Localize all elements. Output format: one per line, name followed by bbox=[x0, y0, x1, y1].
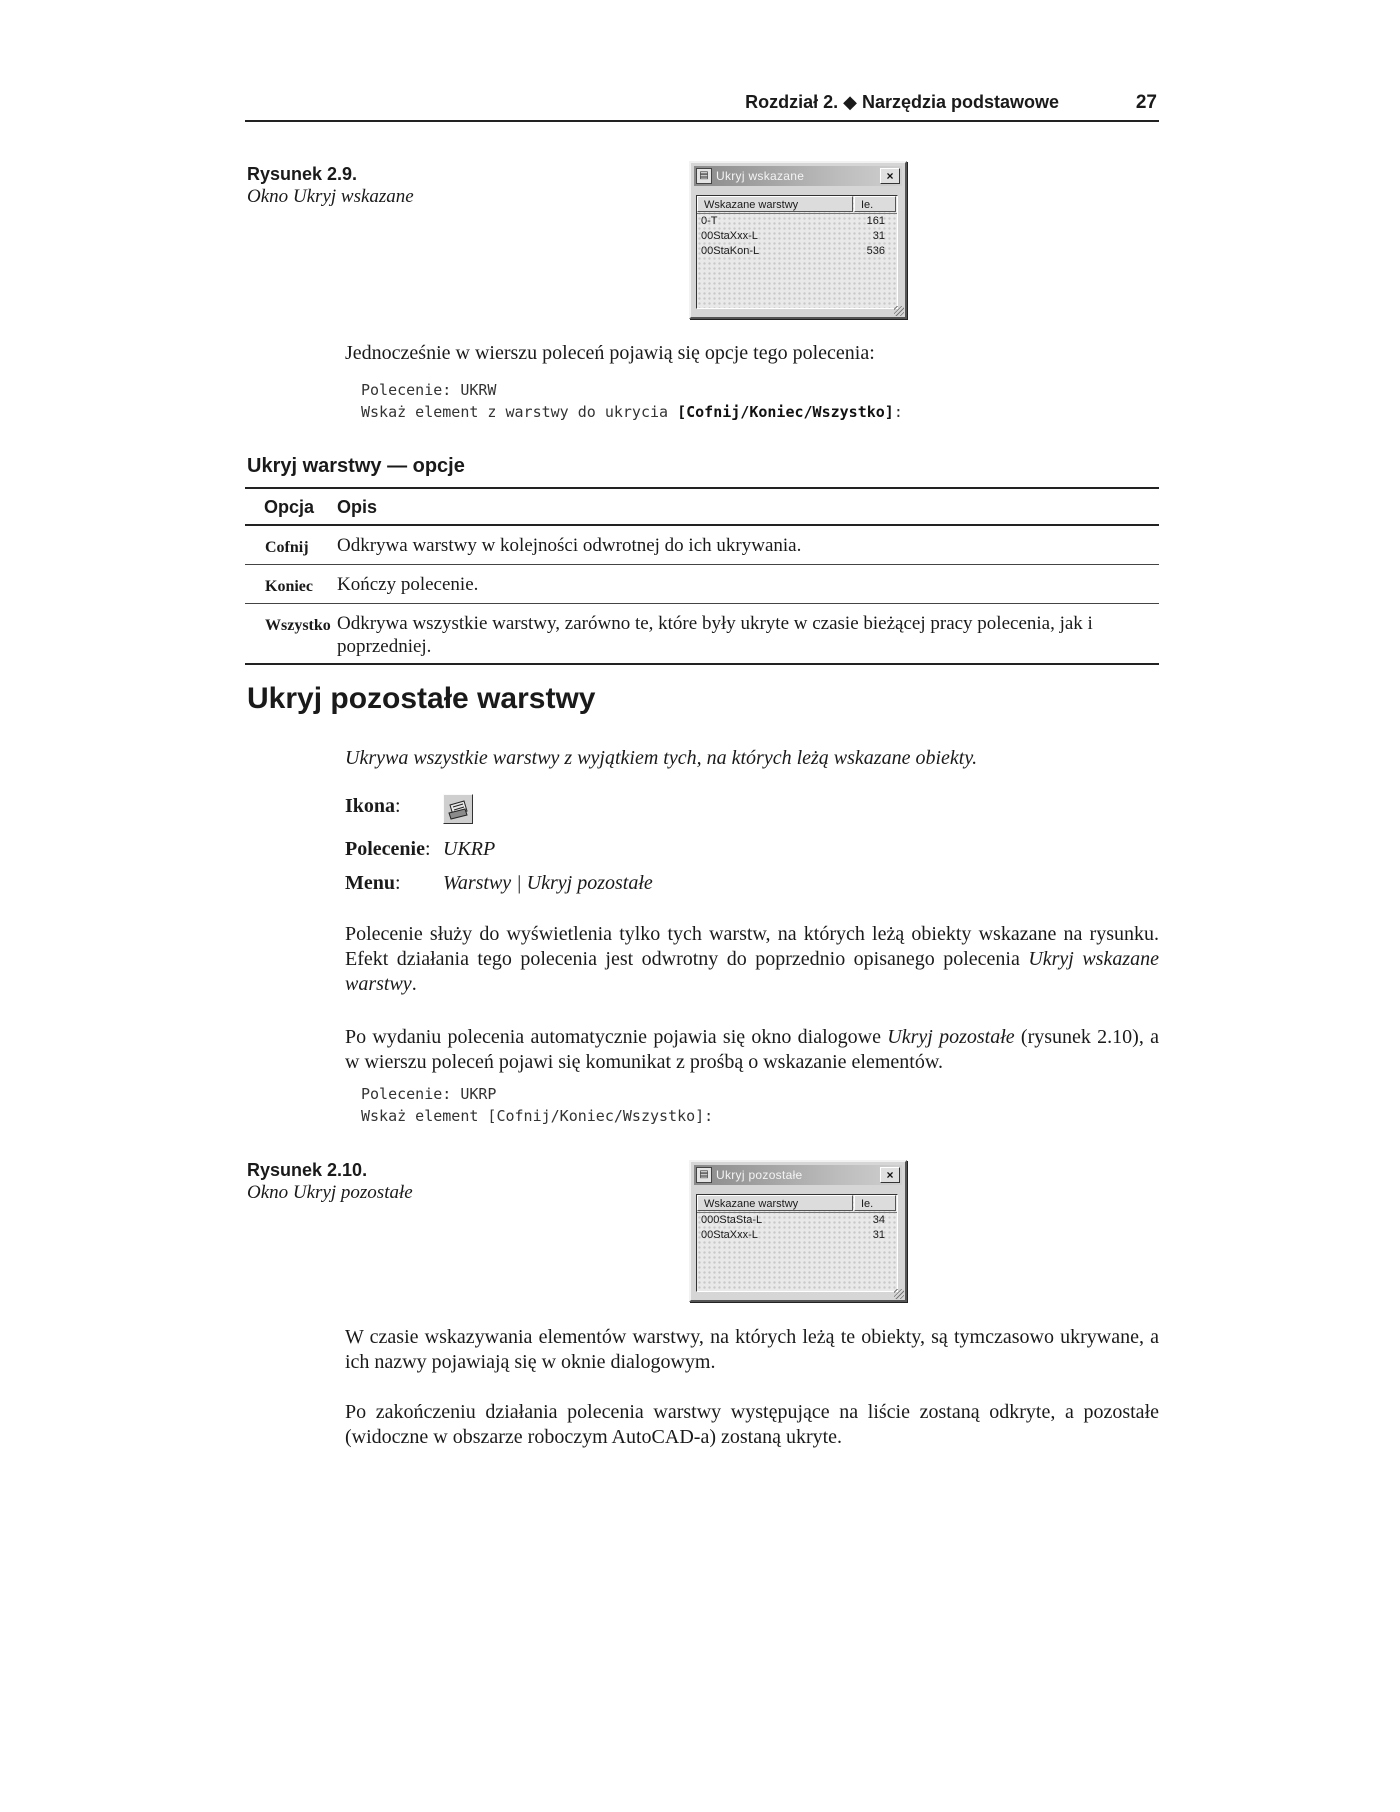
paragraph: Jednocześnie w wierszu poleceń pojawią się opcje tego polecenia: bbox=[345, 342, 875, 364]
layer-count: 31 bbox=[872, 230, 885, 242]
code-line-prefix: Wskaż element z warstwy do ukrycia bbox=[361, 403, 678, 421]
command-line-block bbox=[361, 379, 903, 423]
figure-label: Rysunek 2.10. bbox=[247, 1160, 368, 1180]
chapter-title: Rozdział 2. ◆ Narzędzia podstawowe bbox=[745, 92, 1059, 112]
code-line-suffix: : bbox=[893, 403, 903, 421]
layer-list[interactable] bbox=[696, 1194, 898, 1292]
figure-label: Rysunek 2.9. bbox=[247, 164, 358, 184]
layer-name: 00StaKon-L bbox=[701, 245, 760, 257]
figure-title: Okno Ukryj pozostałe bbox=[247, 1182, 413, 1203]
command-line-block bbox=[361, 1083, 713, 1127]
table-row bbox=[245, 565, 1159, 604]
paragraph: Po zakończeniu działania polecenia warstwy występujące na liście zostaną odkryte, a pozostałe (widoczne w obszarze roboczym AutoCAD-a) zostaną ukryte. bbox=[345, 1401, 1159, 1448]
paragraph: Po wydaniu polecenia automatycznie pojawia się okno dialogowe Ukryj pozostałe (rysunek 2.10), a w wierszu poleceń pojawi się komunikat z prośbą o wskazanie elementów. bbox=[345, 1026, 1159, 1073]
italic-term: Ukryj pozostałe bbox=[887, 1026, 1015, 1048]
close-icon[interactable]: × bbox=[880, 1167, 900, 1183]
table-header-row bbox=[245, 488, 1159, 525]
layer-name: 000StaSta-L bbox=[701, 1214, 763, 1226]
resize-grip[interactable] bbox=[894, 306, 904, 316]
list-header bbox=[697, 1195, 897, 1213]
menu-path: Warstwy | Ukryj pozostałe bbox=[443, 872, 653, 894]
table-row bbox=[245, 525, 1159, 565]
menu-field: Menu: Warstwy | Ukryj pozostałe bbox=[345, 872, 653, 894]
resize-grip[interactable] bbox=[894, 1289, 904, 1299]
hide-layers-tool-icon[interactable] bbox=[443, 794, 473, 824]
layer-name: 0-T bbox=[701, 215, 718, 227]
dialog-ukryj-pozostale bbox=[689, 1160, 907, 1302]
icon-field: Ikona: bbox=[345, 795, 401, 817]
code-line: Polecenie: UKRW bbox=[361, 381, 497, 399]
layer-name: 00StaXxx-L bbox=[701, 1229, 758, 1241]
list-item[interactable] bbox=[697, 214, 897, 229]
icon-label: Ikona bbox=[345, 795, 396, 817]
column-header-option: Opcja bbox=[245, 488, 337, 525]
options-heading: Ukryj warstwy — opcje bbox=[247, 455, 465, 477]
code-line: Wskaż element [Cofnij/Koniec/Wszystko]: bbox=[361, 1107, 714, 1125]
figure-title: Okno Ukryj wskazane bbox=[247, 186, 414, 207]
dialog-title: Ukryj wskazane bbox=[716, 169, 805, 183]
option-name: Wszystko bbox=[245, 604, 337, 665]
layer-count: 31 bbox=[872, 1229, 885, 1241]
figure-caption-2-10 bbox=[247, 1160, 413, 1204]
code-line: Polecenie: UKRP bbox=[361, 1085, 497, 1103]
running-header bbox=[245, 92, 1159, 122]
dialog-title: Ukryj pozostałe bbox=[716, 1168, 803, 1182]
section-lead: Ukrywa wszystkie warstwy z wyjątkiem tych, na których leżą wskazane obiekty. bbox=[345, 747, 978, 769]
figure-caption-2-9 bbox=[247, 164, 414, 208]
command-value: UKRP bbox=[443, 838, 496, 860]
layer-list[interactable] bbox=[696, 195, 898, 309]
list-item[interactable] bbox=[697, 244, 897, 259]
layer-count: 536 bbox=[866, 245, 885, 257]
option-name: Cofnij bbox=[245, 525, 337, 565]
column-header-description: Opis bbox=[337, 488, 1159, 525]
column-header-layers[interactable]: Wskazane warstwy bbox=[697, 196, 853, 212]
option-description: Odkrywa wszystkie warstwy, zarówno te, które były ukryte w czasie bieżącej pracy polecenia, jak i poprzedniej. bbox=[337, 604, 1159, 665]
column-header-count[interactable]: Ie. bbox=[854, 196, 896, 212]
option-name: Koniec bbox=[245, 565, 337, 604]
command-label: Polecenie bbox=[345, 838, 425, 860]
options-table bbox=[245, 487, 1159, 665]
option-description: Kończy polecenie. bbox=[337, 565, 1159, 604]
page-number: 27 bbox=[1135, 92, 1157, 113]
dialog-titlebar[interactable] bbox=[694, 1165, 902, 1185]
paragraph: W czasie wskazywania elementów warstwy, na których leżą te obiekty, są tymczasowo ukrywane, a ich nazwy pojawiają się w oknie dialogowym. bbox=[345, 1326, 1159, 1373]
italic-term: Ukryj wskazane warstwy bbox=[345, 948, 1159, 995]
code-options: [Cofnij/Koniec/Wszystko] bbox=[677, 403, 894, 421]
list-item[interactable] bbox=[697, 229, 897, 244]
layer-app-icon[interactable]: ▤ bbox=[696, 168, 712, 184]
layer-count: 34 bbox=[872, 1214, 885, 1226]
menu-label: Menu bbox=[345, 872, 395, 894]
close-icon[interactable]: × bbox=[880, 168, 900, 184]
layer-name: 00StaXxx-L bbox=[701, 230, 758, 242]
list-header bbox=[697, 196, 897, 214]
layer-count: 161 bbox=[866, 215, 885, 227]
option-description: Odkrywa warstwy w kolejności odwrotnej do ich ukrywania. bbox=[337, 525, 1159, 565]
command-field: Polecenie: UKRP bbox=[345, 838, 496, 860]
list-item[interactable] bbox=[697, 1228, 897, 1243]
section-title: Ukryj pozostałe warstwy bbox=[247, 682, 596, 715]
table-row bbox=[245, 604, 1159, 665]
paragraph: Polecenie służy do wyświetlenia tylko tych warstw, na których leżą obiekty wskazane na rysunku. Efekt działania tego polecenia jest odwrotny do poprzednio opisanego polecenia Ukryj wskazane warstwy. bbox=[345, 923, 1159, 995]
dialog-ukryj-wskazane bbox=[689, 161, 907, 319]
list-item[interactable] bbox=[697, 1213, 897, 1228]
dialog-titlebar[interactable] bbox=[694, 166, 902, 186]
column-header-layers[interactable]: Wskazane warstwy bbox=[697, 1195, 853, 1211]
column-header-count[interactable]: Ie. bbox=[854, 1195, 896, 1211]
layer-app-icon[interactable]: ▤ bbox=[696, 1167, 712, 1183]
